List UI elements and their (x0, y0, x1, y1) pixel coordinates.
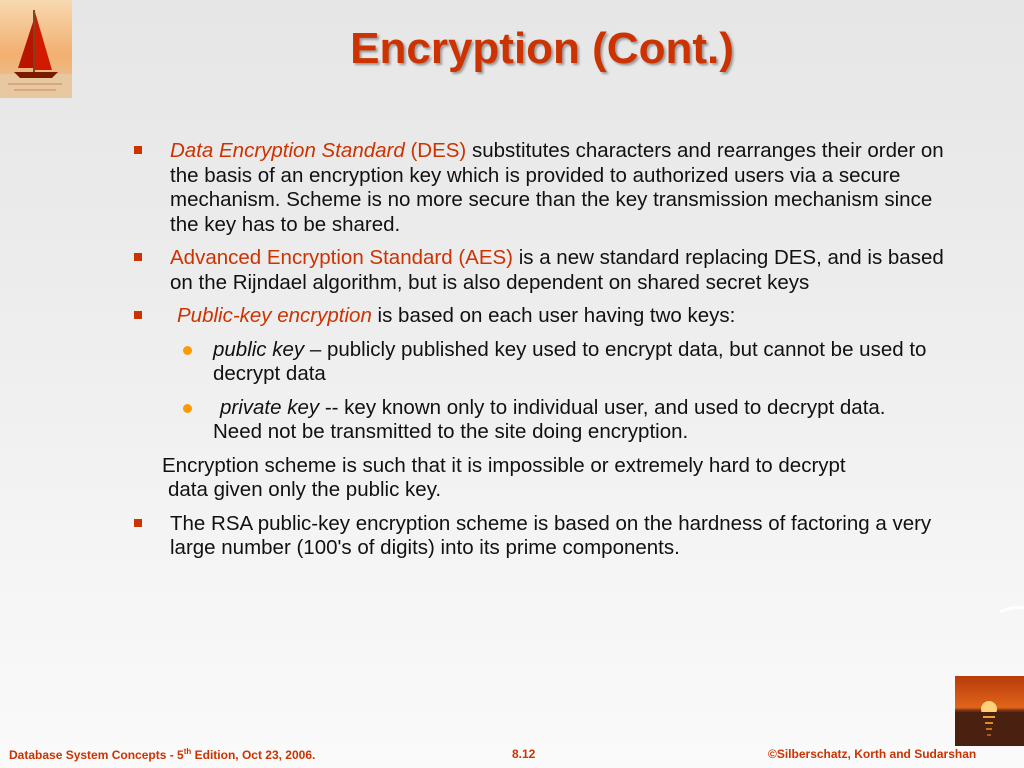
footer-book-prefix: Database System Concepts - 5 (9, 748, 184, 762)
pke-text: is based on each user having two keys: (371, 304, 736, 327)
bullet-public-key-encryption (132, 304, 962, 329)
bullet-rsa (132, 512, 962, 561)
footer-book-sup: th (183, 747, 192, 756)
round-bullet-icon (183, 404, 192, 413)
bullet-des (132, 139, 962, 237)
bullet-aes (132, 246, 962, 295)
des-text: substitutes characters and rearranges their order on the basis of an encryption key which is provided to authorized users via a secure mechanism. Scheme is no more secure than the key transmission mechanism since the key has to be shared. (170, 139, 944, 236)
sunset-image (955, 676, 1024, 746)
footer-copyright: ©Silberschatz, Korth and Sudarshan (768, 747, 977, 761)
aes-term: Advanced Encryption Standard (AES) (170, 246, 513, 269)
slide-title: Encryption (Cont.) (350, 24, 734, 73)
private-key-term: private key (220, 395, 320, 419)
sub-bullet-public-key (132, 338, 962, 387)
accent-stroke (1000, 604, 1024, 614)
slide-content (132, 139, 962, 570)
scheme-line-2: data given only the public key. (168, 478, 442, 501)
scheme-paragraph (132, 454, 962, 503)
square-bullet-icon (134, 311, 142, 319)
des-abbr: (DES) (404, 139, 467, 162)
public-key-text: – publicly published key used to encrypt data, but cannot be used to decrypt data (213, 337, 927, 385)
scheme-line-1: Encryption scheme is such that it is impossible or extremely hard to decrypt (162, 453, 846, 477)
square-bullet-icon (134, 519, 142, 527)
square-bullet-icon (134, 146, 142, 154)
round-bullet-icon (183, 346, 192, 355)
des-term: Data Encryption Standard (170, 139, 405, 162)
private-key-text: -- key known only to individual user, and used to decrypt data. (319, 395, 886, 419)
sub-bullet-private-key (132, 396, 962, 445)
footer-book (9, 747, 315, 762)
pke-term: Public-key encryption (177, 304, 372, 327)
public-key-term: public key (213, 337, 305, 361)
footer-book-suffix: Edition, Oct 23, 2006. (191, 748, 316, 762)
aes-text: is a new standard replacing DES, and is based on the Rijndael algorithm, but is also dependent on shared secret keys (170, 246, 944, 294)
private-key-note: Need not be transmitted to the site doing encryption. (213, 420, 689, 443)
rsa-text: The RSA public-key encryption scheme is based on the hardness of factoring a very large number (100's of digits) into its prime components. (170, 511, 932, 559)
footer-page-number: 8.12 (512, 747, 536, 761)
square-bullet-icon (134, 253, 142, 261)
